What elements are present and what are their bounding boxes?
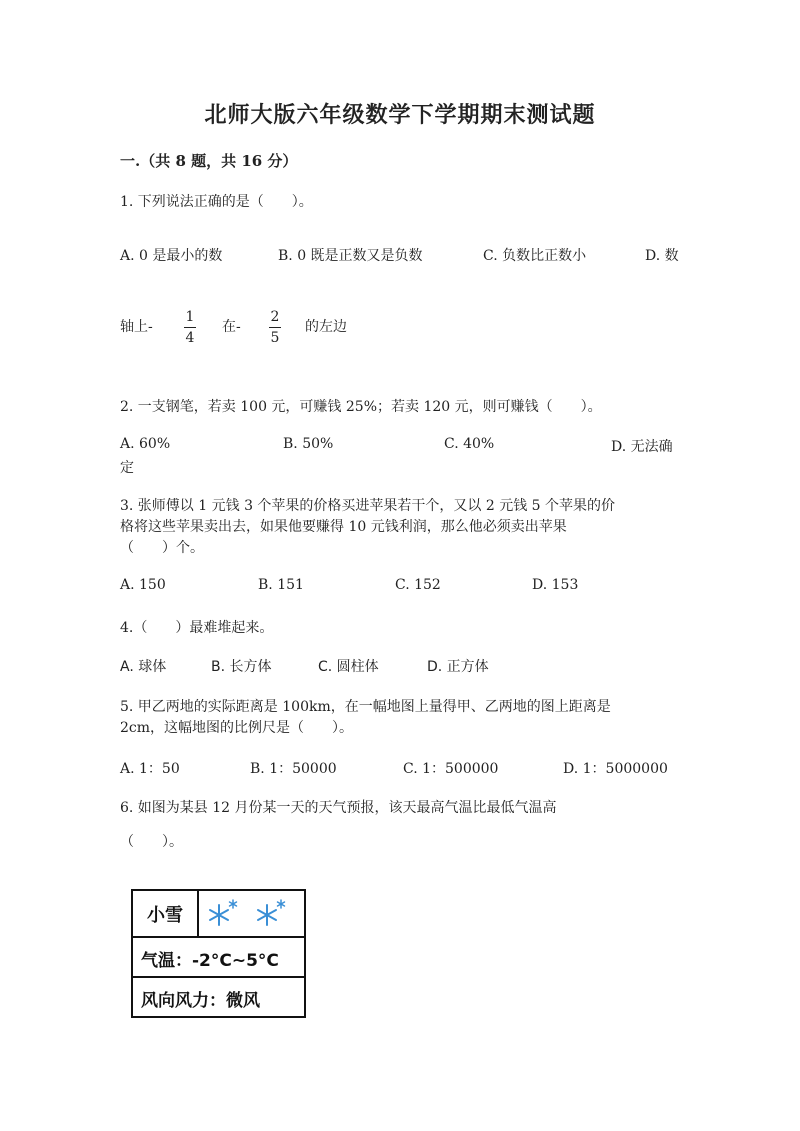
question-6-stem-line-2: （ ）。	[120, 834, 183, 850]
question-3-stem-line-3: （ ）个。	[120, 540, 204, 556]
question-6-stem-line-1: 6. 如图为某县 12 月份某一天的天气预报，该天最高气温比最低气温高	[120, 800, 557, 816]
weather-temperature-text: 气温：-2°C~5°C	[141, 951, 279, 971]
question-2-stem: 2. 一支钢笔，若卖 100 元，可赚钱 25%；若卖 120 元，则可赚钱（ ）。	[120, 399, 602, 415]
fraction-denominator: 5	[270, 330, 280, 346]
snowflake-icon	[205, 899, 241, 929]
question-1-option-c: C. 负数比正数小	[483, 248, 587, 264]
weather-row-temperature	[133, 938, 304, 978]
question-3-option-a: A. 150	[120, 577, 166, 593]
weather-condition-label: 小雪	[133, 891, 199, 936]
fraction-numerator: 1	[185, 309, 195, 325]
fraction-bar	[269, 327, 281, 328]
question-3-stem-line-2: 格将这些苹果卖出去，如果他要赚得 10 元钱利润，那么他必须卖出苹果	[120, 519, 567, 535]
question-1-stem: 1. 下列说法正确的是（ ）。	[120, 194, 313, 210]
question-5-option-c: C. 1：500000	[403, 761, 499, 777]
question-4-option-b: B. 长方体	[211, 659, 272, 675]
question-1-continuation-suffix: 的左边	[305, 319, 347, 335]
question-3-option-d: D. 153	[532, 577, 579, 593]
page-title: 北师大版六年级数学下学期期末测试题	[204, 102, 596, 128]
question-1-option-b: B. 0 既是正数又是负数	[278, 248, 423, 264]
question-2-option-a: A. 60%	[120, 436, 171, 452]
question-4-option-d: D. 正方体	[427, 659, 489, 675]
question-1-option-d: D. 数	[645, 248, 679, 264]
question-5-option-b: B. 1：50000	[250, 761, 337, 777]
snowflake-icon	[253, 899, 289, 929]
weather-row-wind	[133, 978, 304, 1016]
question-2-option-d: D. 无法确	[611, 439, 673, 455]
question-3-option-c: C. 152	[395, 577, 441, 593]
question-5-stem-line-2: 2cm，这幅地图的比例尺是（ ）。	[120, 720, 354, 736]
question-3-option-b: B. 151	[258, 577, 304, 593]
question-5-option-a: A. 1：50	[120, 761, 180, 777]
fraction-one-quarter	[184, 309, 196, 346]
fraction-numerator: 2	[270, 309, 280, 325]
question-1-continuation-prefix: 轴上-	[120, 319, 153, 335]
question-4-option-c: C. 圆柱体	[318, 659, 379, 675]
question-4-stem: 4.（ ）最难堆起来。	[120, 620, 274, 636]
question-2-option-b: B. 50%	[283, 436, 334, 452]
question-5-stem-line-1: 5. 甲乙两地的实际距离是 100km，在一幅地图上量得甲、乙两地的图上距离是	[120, 699, 611, 715]
section-heading: 一.（共 8 题，共 16 分）	[120, 152, 298, 170]
question-1-option-a: A. 0 是最小的数	[120, 248, 223, 264]
question-2-continuation: 定	[120, 460, 134, 476]
fraction-denominator: 4	[185, 330, 195, 346]
weather-row-condition	[133, 891, 304, 938]
question-1-continuation-middle: 在-	[222, 319, 241, 335]
question-2-option-c: C. 40%	[444, 436, 495, 452]
question-5-option-d: D. 1：5000000	[563, 761, 668, 777]
fraction-bar	[184, 327, 196, 328]
question-4-option-a: A. 球体	[120, 659, 167, 675]
fraction-two-fifths	[269, 309, 281, 346]
weather-wind-text: 风向风力：微风	[141, 991, 260, 1011]
weather-forecast-card	[131, 889, 306, 1018]
question-3-stem-line-1: 3. 张师傅以 1 元钱 3 个苹果的价格买进苹果若干个，又以 2 元钱 5 个苹果的价	[120, 498, 616, 514]
